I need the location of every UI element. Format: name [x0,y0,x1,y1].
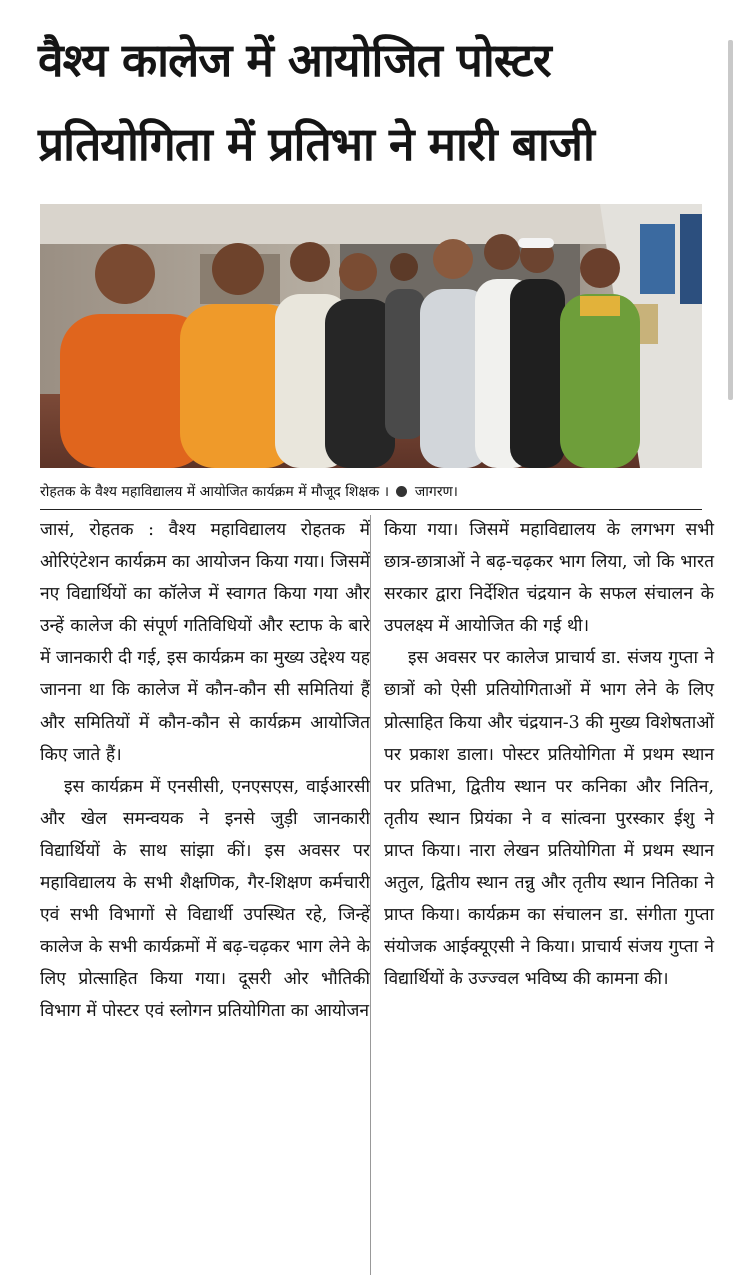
news-photo [40,204,702,468]
column-divider [370,515,371,1275]
caption-credit: जागरण। [414,484,458,500]
article-column-1 [40,514,370,1028]
article-paragraph: जासं, रोहतक : वैश्य महाविद्यालय रोहतक में ओरिएंटेशन कार्यक्रम का आयोजन किया गया। जिसमें नए विद्यार्थियों का कॉलेज में स्वागत किया गया और उन्हें कालेज की संपूर्ण गतिविधियों और स्टाफ के बारे में जानकारी दी गई, इस कार्यक्रम का मुख्य उद्देश्य यह जानना था कि कालेज में कौन-कौन सी समितियां हैं और समितियों में कौन-कौन से कार्यक्रम आयोजित किए जाते हैं। [40,520,370,765]
caption-divider [40,509,702,510]
headline-line-1: वैश्य कालेज में आयोजित पोस्टर [38,33,551,87]
camera-dot-icon [396,486,407,497]
article-paragraph: इस कार्यक्रम में एनसीसी, एनएसएस, वाईआरसी और खेल समन्वयक ने इनसे जुड़ी जानकारी विद्यार्थियों के साथ सांझा कीं। इस अवसर पर महाविद्यालय के सभी शैक्षणिक, गैर-शिक्षण कर्मचारी एवं सभी विभागों से विद्यार्थी उपस्थित रहे, जिन्हें कालेज के सभी कार्यक्रमों में बढ़-चढ़कर भाग लेने के लिए प्रोत्साहित किया गया। दूसरी ओर भौतिकी विभाग में पोस्टर एवं स्लोगन प्रतियोगिता का आयोजन [40,776,370,1022]
article-paragraph: किया गया। जिसमें महाविद्यालय के लगभग सभी छात्र-छात्राओं ने बढ़-चढ़कर भाग लिया, जो कि भारत सरकार द्वारा निर्देशित चंद्रयान के सफल संचालन के उपलक्ष्य में आयोजित की गई थी। [384,520,714,637]
article-paragraph: इस अवसर पर कालेज प्राचार्य डा. संजय गुप्ता ने छात्रों को ऐसी प्रतियोगिताओं में भाग लेने के लिए प्रोत्साहित किया और चंद्रयान-3 की मुख्य विशेषताओं पर प्रकाश डाला। पोस्टर प्रतियोगिता में प्रथम स्थान पर प्रतिभा, द्वितीय स्थान पर कनिका और नितिन, तृतीय स्थान प्रियंका ने व सांत्वना पुरस्कार ईशु ने प्राप्त किया। नारा लेखन प्रतियोगिता में प्रथम स्थान अतुल, द्वितीय स्थान तन्नु और तृतीय स्थान नितिका ने प्राप्त किया। कार्यक्रम का संचालन डा. संगीता गुप्ता संयोजक आईक्यूएसी ने किया। प्राचार्य संजय गुप्ता ने विद्यार्थियों के उज्ज्वल भविष्य की कामना की। [384,648,714,990]
photo-caption [40,482,702,502]
caption-text: रोहतक के वैश्य महाविद्यालय में आयोजित कार्यक्रम में मौजूद शिक्षक । [40,484,390,500]
page-edge-scrollbar[interactable] [728,40,733,400]
group-photo-icon [40,204,702,468]
article-column-2 [384,514,714,995]
headline [38,18,710,186]
headline-line-2: प्रतियोगिता में प्रतिभा ने मारी बाजी [38,117,594,171]
